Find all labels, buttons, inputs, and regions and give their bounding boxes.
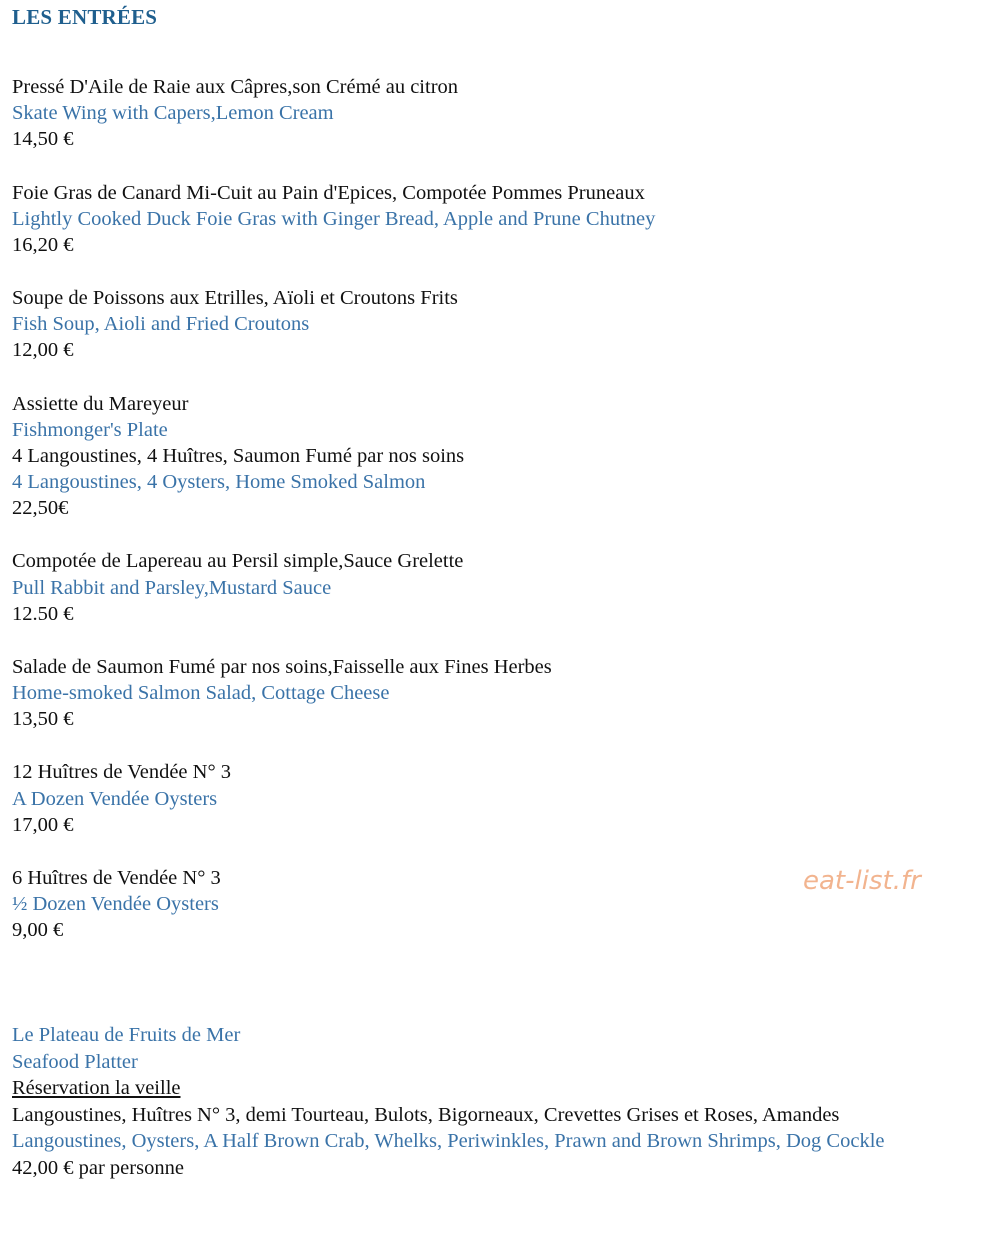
platter-title-en: Seafood Platter	[12, 1051, 138, 1073]
watermark-logo: eat-list.fr	[803, 866, 921, 896]
item-8-price: 9,00 €	[12, 919, 64, 941]
platter-desc-fr: Langoustines, Huîtres N° 3, demi Tourteau, Bulots, Bigorneaux, Crevettes Grises et Roses, Amandes	[12, 1104, 840, 1126]
item-7-en: A Dozen Vendée Oysters	[12, 788, 218, 810]
item-7-price: 17,00 €	[12, 814, 74, 836]
item-5-fr: Compotée de Lapereau au Persil simple,Sauce Grelette	[12, 550, 464, 572]
item-6-price: 13,50 €	[12, 708, 74, 730]
item-6-en: Home-smoked Salmon Salad, Cottage Cheese	[12, 682, 390, 704]
platter-price: 42,00 € par personne	[12, 1157, 184, 1179]
item-1-price: 14,50 €	[12, 128, 74, 150]
item-4-fr: Assiette du Mareyeur	[12, 393, 189, 415]
item-4-fr-detail: 4 Langoustines, 4 Huîtres, Saumon Fumé par nos soins	[12, 445, 465, 467]
section-title: LES ENTRÉES	[12, 5, 158, 29]
item-6-fr: Salade de Saumon Fumé par nos soins,Faisselle aux Fines Herbes	[12, 656, 552, 678]
platter-title-fr: Le Plateau de Fruits de Mer	[12, 1024, 241, 1046]
item-8-fr: 6 Huîtres de Vendée N° 3	[12, 867, 221, 889]
platter-reservation-note: Réservation la veille	[12, 1077, 181, 1099]
item-3-fr: Soupe de Poissons aux Etrilles, Aïoli et Croutons Frits	[12, 287, 458, 309]
item-1-fr: Pressé D'Aile de Raie aux Câpres,son Crémé au citron	[12, 76, 459, 98]
item-2-en: Lightly Cooked Duck Foie Gras with Ginger Bread, Apple and Prune Chutney	[12, 208, 656, 230]
item-3-en: Fish Soup, Aioli and Fried Croutons	[12, 313, 310, 335]
item-2-fr: Foie Gras de Canard Mi-Cuit au Pain d'Epices, Compotée Pommes Pruneaux	[12, 182, 645, 204]
item-4-price: 22,50€	[12, 497, 69, 519]
item-7-fr: 12 Huîtres de Vendée N° 3	[12, 761, 232, 783]
platter-desc-en: Langoustines, Oysters, A Half Brown Crab, Whelks, Periwinkles, Prawn and Brown Shrimps, Dog Cockle	[12, 1130, 885, 1152]
item-4-en-detail: 4 Langoustines, 4 Oysters, Home Smoked Salmon	[12, 471, 426, 493]
item-4-en: Fishmonger's Plate	[12, 419, 168, 441]
item-3-price: 12,00 €	[12, 339, 74, 361]
item-5-price: 12.50 €	[12, 603, 74, 625]
item-2-price: 16,20 €	[12, 234, 74, 256]
item-8-en: ½ Dozen Vendée Oysters	[12, 893, 219, 915]
item-1-en: Skate Wing with Capers,Lemon Cream	[12, 102, 334, 124]
item-5-en: Pull Rabbit and Parsley,Mustard Sauce	[12, 577, 332, 599]
